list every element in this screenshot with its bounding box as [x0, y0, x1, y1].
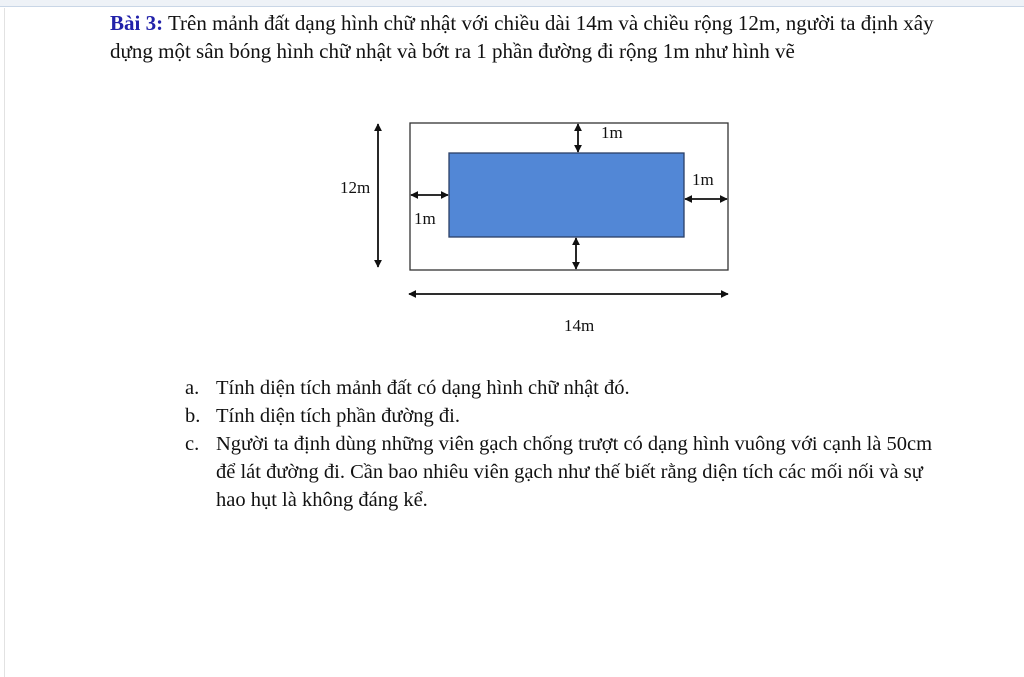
question-letter: b.	[185, 405, 201, 427]
problem-text: Trên mảnh đất dạng hình chữ nhật với chiều dài 14m và chiều rộng 12m, người ta định xây dựng một sân bóng hình chữ nhật và bớt ra 1 phần đường đi rộng 1m như hình vẽ	[110, 11, 934, 63]
label-length: 14m	[564, 316, 595, 335]
question-text: Người ta định dùng những viên gạch chống trượt có dạng hình vuông với cạnh là 50cm để lát đường đi. Cần bao nhiêu viên gạch như thế biết rằng diện tích các mối nối và sự hao hụt là không đáng kể.	[216, 433, 933, 511]
question-item-c	[185, 430, 945, 514]
problem-label: Bài 3:	[110, 11, 164, 35]
question-item-b	[185, 402, 945, 430]
question-list	[185, 374, 945, 514]
label-height: 12m	[340, 178, 371, 197]
question-letter: c.	[185, 433, 200, 455]
question-letter: a.	[185, 377, 200, 399]
football-field	[449, 153, 684, 237]
question-text: Tính diện tích phần đường đi.	[216, 405, 460, 427]
label-right-gap: 1m	[692, 170, 714, 189]
question-text: Tính diện tích mảnh đất có dạng hình chữ nhật đó.	[216, 377, 630, 399]
question-item-a	[185, 374, 945, 402]
label-top-gap: 1m	[601, 123, 623, 142]
label-left-gap: 1m	[414, 209, 436, 228]
